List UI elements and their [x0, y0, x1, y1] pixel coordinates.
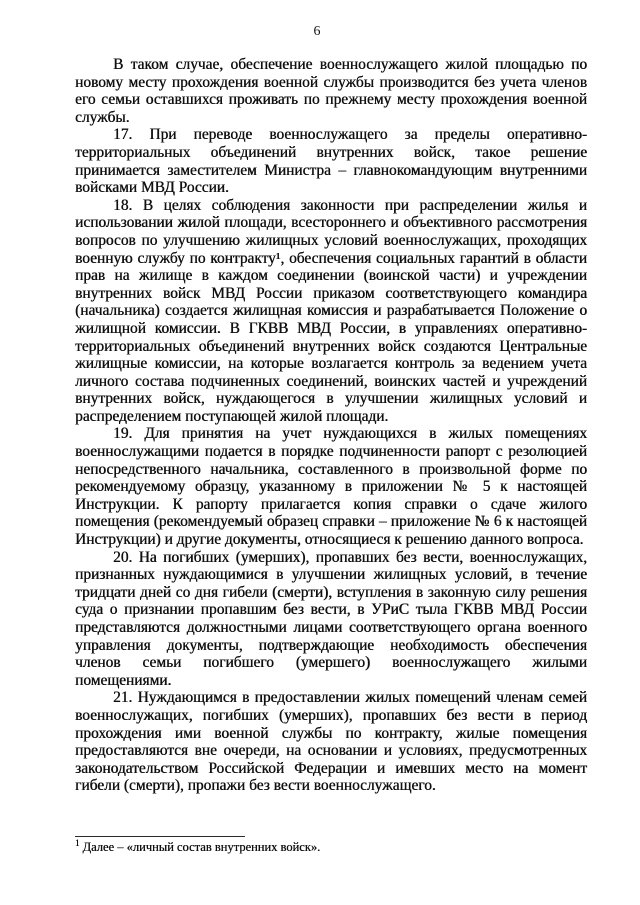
footnote-separator-rule [75, 836, 245, 837]
paragraph-21: 21. Нуждающимся в предоставлении жилых помещений членам семей военнослужащих, погибших (умерших), пропавших без вести в период прохождения ими военной службы по контракту, жилые помещения предоставляются вне очереди, на основании и условиях, предусмотренных законодательством Российской Федерации и имевших место на момент гибели (смерти), пропажи без вести военнослужащего. [75, 689, 587, 795]
document-body [75, 56, 587, 795]
paragraph-19: 19. Для принятия на учет нуждающихся в жилых помещениях военнослужащими подается в порядке подчиненности рапорт с резолюцией непосредственного начальника, составленного в произвольной форме по рекомендуемому образцу, указанному в приложении № 5 к настоящей Инструкции. К рапорту прилагается копия справки о сдаче жилого помещения (рекомендуемый образец справки – приложение № 6 к настоящей Инструкции) и другие документы, относящиеся к решению данного вопроса. [75, 425, 587, 549]
footnote-marker: 1 [75, 837, 80, 848]
paragraph-18: 18. В целях соблюдения законности при распределении жилья и использовании жилой площади, всестороннего и объективного рассмотрения вопросов по улучшению жилищных условий военнослужащих, проходящих военную службу по контракту¹, обеспечения социальных гарантий в области прав на жилище в каждом соединении (воинской части) и учреждении внутренних войск МВД России приказом соответствующего командира (начальника) создается жилищная комиссия и разрабатывается Положение о жилищной комиссии. В ГКВВ МВД России, в управлениях оперативно-территориальных объединений внутренних войск создаются Центральные жилищные комиссии, на которые возлагается контроль за ведением учета личного состава подчиненных соединений, воинских частей и учреждений внутренних войск, нуждающегося в улучшении жилищных условий и распределением поступающей жилой площади. [75, 196, 587, 425]
paragraph-intro: В таком случае, обеспечение военнослужащего жилой площадью по новому месту прохождения военной службы производится без учета членов его семьи оставшихся проживать по прежнему месту прохождения военной службы. [75, 56, 587, 126]
page-number: 6 [313, 24, 321, 39]
footnote [75, 837, 587, 855]
paragraph-17: 17. При переводе военнослужащего за пределы оперативно-территориальных объединений внутренних войск, такое решение принимается заместителем Министра – главнокомандующим внутренними войсками МВД России. [75, 126, 587, 197]
footnote-text: Далее – «личный состав внутренних войск». [82, 840, 321, 854]
footnote-area [75, 836, 587, 855]
paragraph-20: 20. На погибших (умерших), пропавших без вести, военнослужащих, признанных нуждающимися в улучшении жилищных условий, в течение тридцати дней со дня гибели (смерти), вступления в законную силу решения суда о признании пропавшим без вести, в УРиС тыла ГКВВ МВД России представляются должностными лицами соответствующего органа военного управления документы, подтверждающие необходимость обеспечения членов семьи погибшего (умершего) военнослужащего жилыми помещениями. [75, 548, 587, 689]
